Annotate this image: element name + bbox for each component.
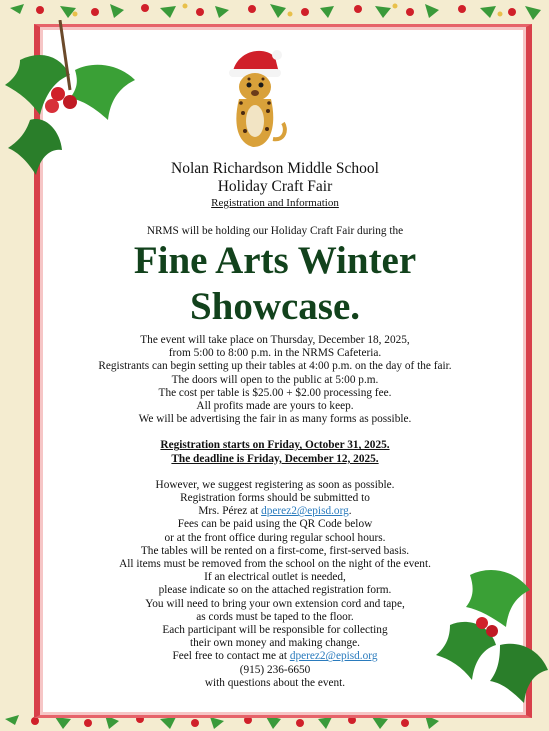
detail-line: Registrants can begin setting up their tables at 4:00 p.m. on the day of the fair. xyxy=(98,360,452,373)
intro-text: NRMS will be holding our Holiday Craft Fair during the xyxy=(146,225,404,237)
email-link-2[interactable]: dperez2@episd.org xyxy=(289,650,378,663)
phone-number: (915) 236-6650 xyxy=(239,663,311,676)
registration-deadline: The deadline is Friday, December 12, 2025. xyxy=(171,452,379,465)
headline-line-1: Fine Arts Winter xyxy=(133,239,417,282)
info-line: However, we suggest registering as soon as possible. xyxy=(155,478,395,491)
info-line: The tables will be rented on a first-come, first-served basis. xyxy=(140,544,410,557)
detail-line: from 5:00 to 8:00 p.m. in the NRMS Cafeteria. xyxy=(168,347,382,360)
registration-information-link[interactable]: Registration and Information xyxy=(211,197,339,209)
info-line: as cords must be taped to the floor. xyxy=(196,610,354,623)
detail-line: We will be advertising the fair in as many forms as possible. xyxy=(138,413,412,426)
registration-start-date: Registration starts on Friday, October 31, 2025. xyxy=(160,439,390,452)
info-line: or at the front office during regular school hours. xyxy=(164,531,386,544)
info-line: You will need to bring your own extension cord and tape, xyxy=(145,597,405,610)
event-details xyxy=(40,334,510,690)
email-link[interactable]: dperez2@episd.org xyxy=(261,505,349,518)
info-line-contact-2: Feel free to contact me at dperez2@episd.org xyxy=(172,650,378,663)
detail-line: The doors will open to the public at 5:00 p.m. xyxy=(171,373,379,386)
event-title: Holiday Craft Fair xyxy=(217,178,333,195)
info-line: Fees can be paid using the QR Code below xyxy=(177,518,373,531)
info-line: If an electrical outlet is needed, xyxy=(204,571,346,584)
info-line: Each participant will be responsible for collecting xyxy=(162,624,388,637)
detail-line: The cost per table is $25.00 + $2.00 processing fee. xyxy=(158,386,392,399)
info-line: Registration forms should be submitted to xyxy=(180,492,370,505)
info-line: please indicate so on the attached registration form. xyxy=(158,584,392,597)
info-line-contact: Mrs. Pérez at dperez2@episd.org. xyxy=(198,505,352,518)
flyer-content xyxy=(40,0,510,731)
info-line: All items must be removed from the school on the night of the event. xyxy=(119,558,431,571)
headline-line-2: Showcase. xyxy=(189,285,361,328)
info-line: their own money and making change. xyxy=(189,637,361,650)
detail-line: The event will take place on Thursday, December 18, 2025, xyxy=(140,334,410,346)
school-name: Nolan Richardson Middle School xyxy=(171,160,379,177)
detail-line: All profits made are yours to keep. xyxy=(196,400,354,413)
info-line: with questions about the event. xyxy=(204,676,346,689)
